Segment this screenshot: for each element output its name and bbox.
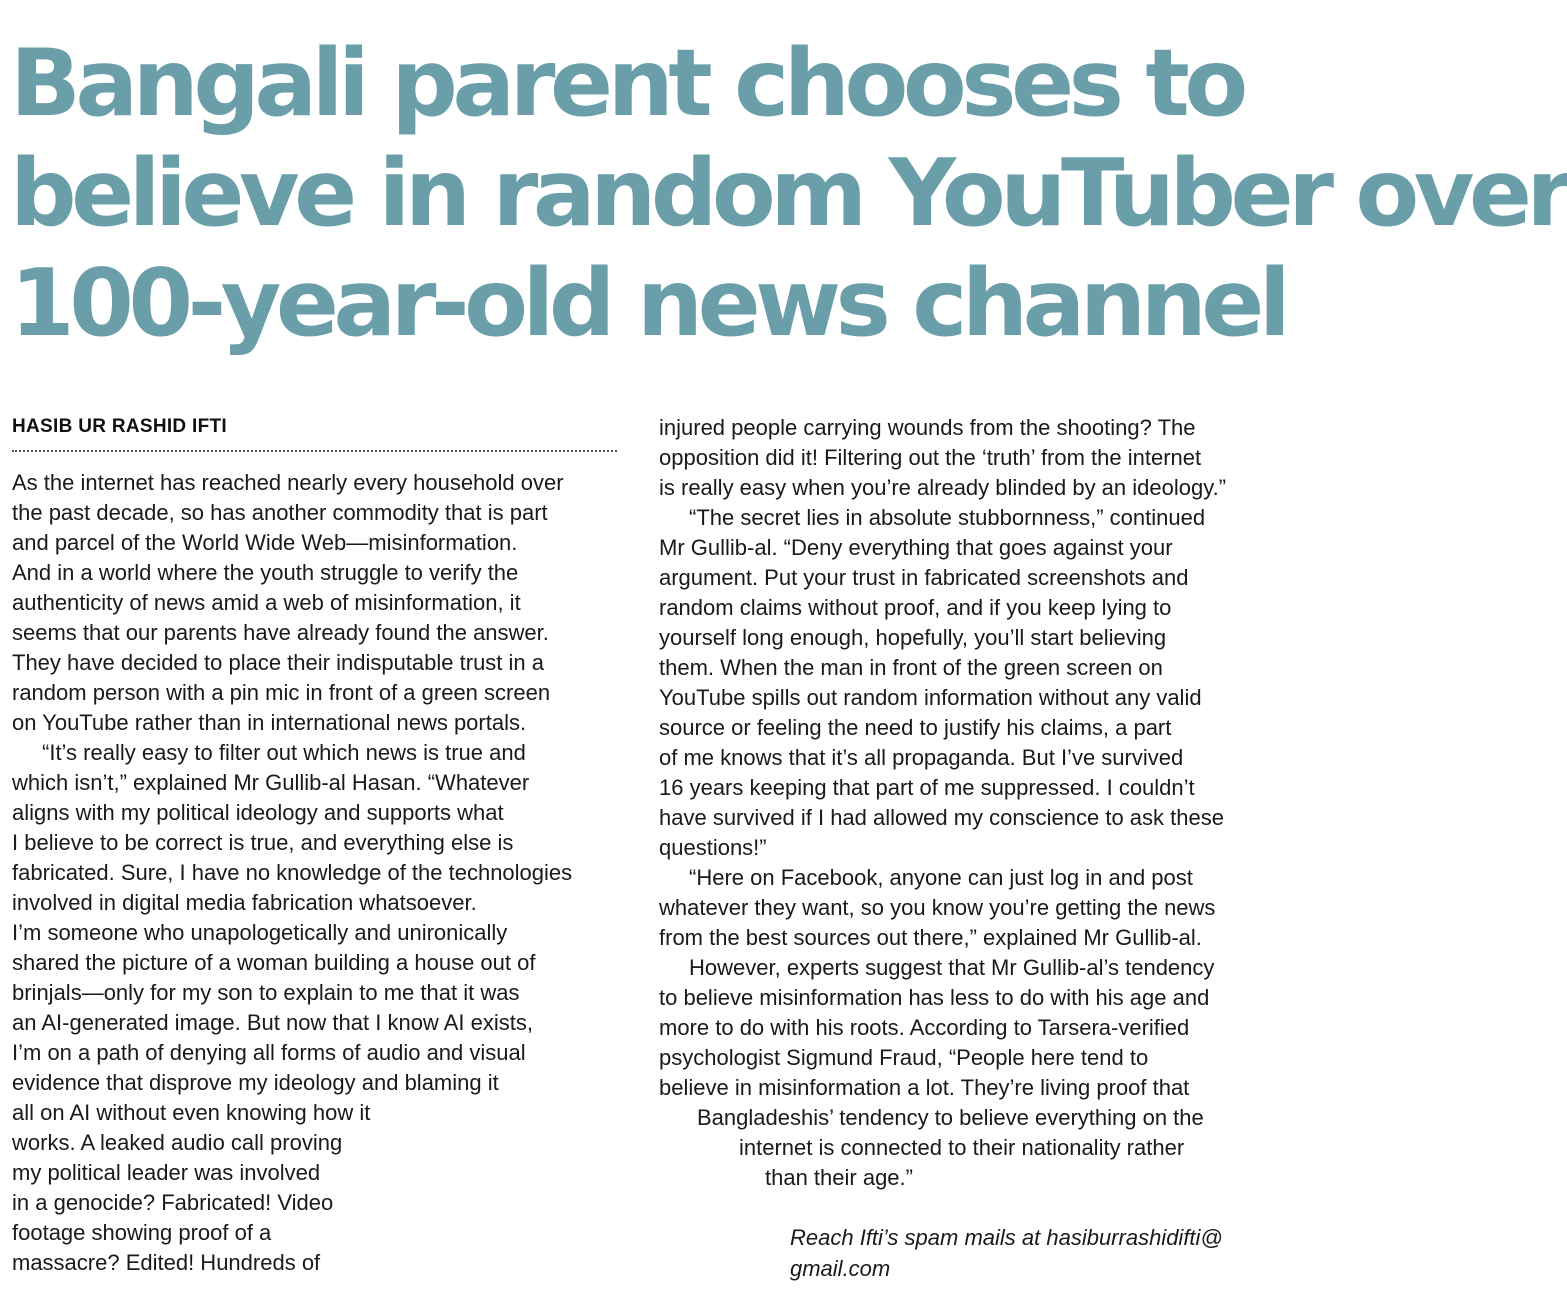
article-line: yourself long enough, hopefully, you’ll start believing xyxy=(659,625,1167,650)
article-line: seems that our parents have already found the answer. xyxy=(12,620,549,645)
signoff-line: Reach Ifti’s spam mails at hasiburrashidifti@ xyxy=(790,1225,1223,1250)
article-line: all on AI without even knowing how it xyxy=(12,1100,371,1125)
article-line: of me knows that it’s all propaganda. But I’ve survived xyxy=(659,745,1184,770)
article-line: them. When the man in front of the green screen on xyxy=(659,655,1163,680)
article-line: whatever they want, so you know you’re getting the news xyxy=(659,895,1216,920)
article-line: random person with a pin mic in front of a green screen xyxy=(12,680,551,705)
article-line: YouTube spills out random information without any valid xyxy=(659,685,1202,710)
article-line: is really easy when you’re already blinded by an ideology.” xyxy=(659,475,1227,500)
article-line: internet is connected to their nationality rather xyxy=(739,1135,1185,1160)
article-line: opposition did it! Filtering out the ‘truth’ from the internet xyxy=(659,445,1202,470)
article-line: 16 years keeping that part of me suppressed. I couldn’t xyxy=(659,775,1195,800)
article-line: psychologist Sigmund Fraud, “People here tend to xyxy=(659,1045,1149,1070)
article-line: Bangladeshis’ tendency to believe everything on the xyxy=(697,1105,1204,1130)
article-line: aligns with my political ideology and supports what xyxy=(12,800,504,825)
article-line: “It’s really easy to filter out which news is true and xyxy=(42,740,526,765)
headline xyxy=(10,28,1567,358)
article-line: They have decided to place their indisputable trust in a xyxy=(12,650,544,675)
article-line: random claims without proof, and if you keep lying to xyxy=(659,595,1172,620)
article-line: “The secret lies in absolute stubbornness,” continued xyxy=(689,505,1206,530)
article-line: have survived if I had allowed my conscience to ask these xyxy=(659,805,1224,830)
article-column-2 xyxy=(659,413,1226,1193)
article-line: “Here on Facebook, anyone can just log in and post xyxy=(689,865,1193,890)
headline-line: 100-year-old news channel xyxy=(10,249,1286,357)
dotted-divider xyxy=(12,450,617,452)
article-line: more to do with his roots. According to Tarsera-verified xyxy=(659,1015,1190,1040)
byline: HASIB UR RASHID IFTI xyxy=(12,416,227,437)
article-line: footage showing proof of a xyxy=(12,1220,272,1245)
article-line: in a genocide? Fabricated! Video xyxy=(12,1190,334,1215)
article-line: fabricated. Sure, I have no knowledge of the technologies xyxy=(12,860,573,885)
headline-line: Bangali parent chooses to xyxy=(10,29,1243,137)
article-line: questions!” xyxy=(659,835,767,860)
article-line: brinjals—only for my son to explain to me that it was xyxy=(12,980,520,1005)
article-line: which isn’t,” explained Mr Gullib-al Hasan. “Whatever xyxy=(12,770,530,795)
article-line: However, experts suggest that Mr Gullib-al’s tendency xyxy=(689,955,1215,980)
article-line: source or feeling the need to justify his claims, a part xyxy=(659,715,1172,740)
article-line: shared the picture of a woman building a house out of xyxy=(12,950,536,975)
article-line: As the internet has reached nearly every household over xyxy=(12,470,564,495)
article-line: authenticity of news amid a web of misinformation, it xyxy=(12,590,521,615)
article-line: involved in digital media fabrication whatsoever. xyxy=(12,890,477,915)
article-line: to believe misinformation has less to do with his age and xyxy=(659,985,1210,1010)
author-signoff xyxy=(790,1222,1223,1284)
article-line: works. A leaked audio call proving xyxy=(12,1130,343,1155)
article-line: the past decade, so has another commodity that is part xyxy=(12,500,548,525)
headline-line: believe in random YouTuber over xyxy=(10,139,1567,247)
article-line: and parcel of the World Wide Web—misinformation. xyxy=(12,530,518,555)
article-column-1 xyxy=(12,468,572,1278)
article-line: on YouTube rather than in international news portals. xyxy=(12,710,527,735)
article-line: from the best sources out there,” explained Mr Gullib-al. xyxy=(659,925,1202,950)
article-line: my political leader was involved xyxy=(12,1160,321,1185)
article-line: an AI-generated image. But now that I know AI exists, xyxy=(12,1010,533,1035)
article-line: I’m on a path of denying all forms of audio and visual xyxy=(12,1040,526,1065)
article-line: injured people carrying wounds from the shooting? The xyxy=(659,415,1196,440)
article-line: I’m someone who unapologetically and unironically xyxy=(12,920,508,945)
article-line: massacre? Edited! Hundreds of xyxy=(12,1250,321,1275)
article-line: Mr Gullib-al. “Deny everything that goes against your xyxy=(659,535,1173,560)
article-line: than their age.” xyxy=(765,1165,913,1190)
article-line: argument. Put your trust in fabricated screenshots and xyxy=(659,565,1189,590)
article-line: evidence that disprove my ideology and blaming it xyxy=(12,1070,499,1095)
article-line: I believe to be correct is true, and everything else is xyxy=(12,830,514,855)
article-line: believe in misinformation a lot. They’re living proof that xyxy=(659,1075,1190,1100)
signoff-line: gmail.com xyxy=(790,1256,891,1281)
article-line: And in a world where the youth struggle to verify the xyxy=(12,560,519,585)
